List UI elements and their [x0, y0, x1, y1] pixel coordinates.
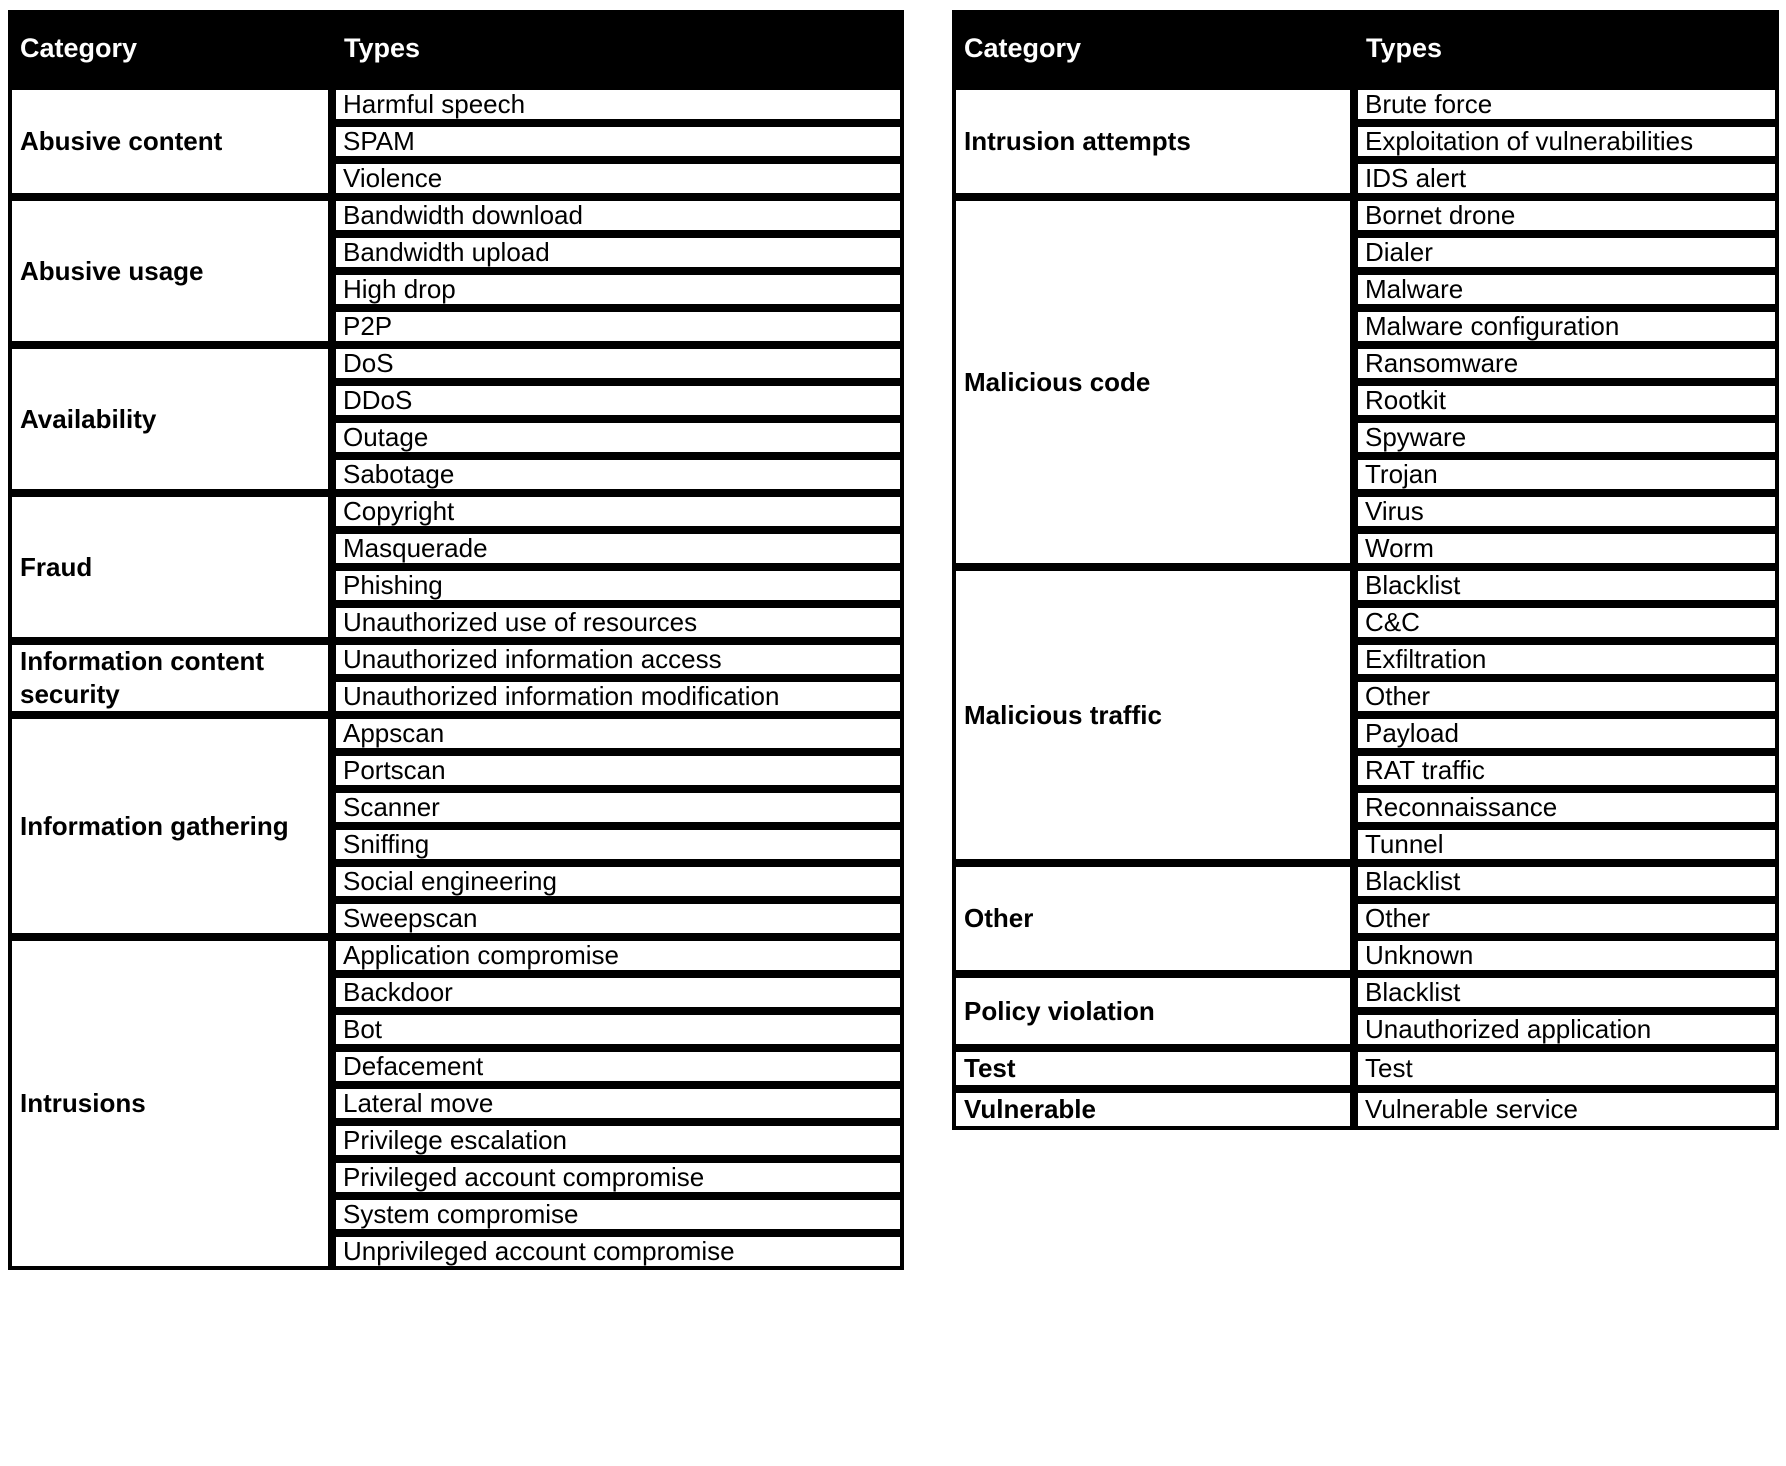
table-body	[8, 86, 904, 1270]
category-cell: Policy violation	[952, 974, 1354, 1048]
table-row	[952, 863, 1779, 900]
table-row	[8, 715, 904, 752]
type-cell: Worm	[1354, 530, 1779, 567]
category-cell: Abusive content	[8, 86, 332, 197]
type-cell: Bot	[332, 1011, 904, 1048]
type-cell: Unprivileged account compromise	[332, 1233, 904, 1270]
type-cell: Harmful speech	[332, 86, 904, 123]
type-cell: Privilege escalation	[332, 1122, 904, 1159]
type-cell: Backdoor	[332, 974, 904, 1011]
category-cell: Abusive usage	[8, 197, 332, 345]
table-row	[952, 1089, 1779, 1130]
type-cell: Other	[1354, 900, 1779, 937]
type-cell: Blacklist	[1354, 567, 1779, 604]
type-cell: DDoS	[332, 382, 904, 419]
type-cell: Blacklist	[1354, 863, 1779, 900]
type-cell: Sweepscan	[332, 900, 904, 937]
category-cell: Fraud	[8, 493, 332, 641]
type-cell: Test	[1354, 1048, 1779, 1089]
category-cell: Malicious code	[952, 197, 1354, 567]
table-row	[952, 86, 1779, 123]
category-cell: Availability	[8, 345, 332, 493]
type-cell: Masquerade	[332, 530, 904, 567]
category-cell: Intrusions	[8, 937, 332, 1270]
type-cell: Portscan	[332, 752, 904, 789]
type-cell: Bandwidth download	[332, 197, 904, 234]
type-cell: Malware	[1354, 271, 1779, 308]
type-cell: Spyware	[1354, 419, 1779, 456]
type-cell: High drop	[332, 271, 904, 308]
category-cell: Information content security	[8, 641, 332, 715]
type-cell: Payload	[1354, 715, 1779, 752]
type-cell: DoS	[332, 345, 904, 382]
table-row	[952, 1048, 1779, 1089]
type-cell: Unauthorized application	[1354, 1011, 1779, 1048]
incident-category-table-left	[8, 10, 904, 1270]
type-cell: Privileged account compromise	[332, 1159, 904, 1196]
type-cell: Ransomware	[1354, 345, 1779, 382]
header-row	[8, 10, 904, 86]
table-row	[8, 345, 904, 382]
category-cell: Other	[952, 863, 1354, 974]
category-cell: Information gathering	[8, 715, 332, 937]
type-cell: Virus	[1354, 493, 1779, 530]
category-cell: Test	[952, 1048, 1354, 1089]
type-cell: Copyright	[332, 493, 904, 530]
header-row	[952, 10, 1779, 86]
type-cell: Sniffing	[332, 826, 904, 863]
type-cell: Dialer	[1354, 234, 1779, 271]
type-cell: Defacement	[332, 1048, 904, 1085]
type-cell: Other	[1354, 678, 1779, 715]
table-row	[8, 86, 904, 123]
type-cell: Bornet drone	[1354, 197, 1779, 234]
type-cell: Reconnaissance	[1354, 789, 1779, 826]
type-cell: Tunnel	[1354, 826, 1779, 863]
type-cell: SPAM	[332, 123, 904, 160]
type-cell: Unauthorized information access	[332, 641, 904, 678]
type-cell: Bandwidth upload	[332, 234, 904, 271]
type-cell: Application compromise	[332, 937, 904, 974]
category-cell: Vulnerable	[952, 1089, 1354, 1130]
type-cell: Violence	[332, 160, 904, 197]
type-cell: Social engineering	[332, 863, 904, 900]
type-cell: Exploitation of vulnerabilities	[1354, 123, 1779, 160]
type-cell: RAT traffic	[1354, 752, 1779, 789]
type-cell: Phishing	[332, 567, 904, 604]
table-body	[952, 86, 1779, 1130]
type-cell: Outage	[332, 419, 904, 456]
table-row	[952, 197, 1779, 234]
column-header-category: Category	[952, 10, 1354, 86]
type-cell: Trojan	[1354, 456, 1779, 493]
table-row	[8, 937, 904, 974]
column-header-types: Types	[1354, 10, 1779, 86]
type-cell: Unauthorized information modification	[332, 678, 904, 715]
type-cell: System compromise	[332, 1196, 904, 1233]
table-row	[8, 641, 904, 678]
type-cell: Vulnerable service	[1354, 1089, 1779, 1130]
column-header-types: Types	[332, 10, 904, 86]
type-cell: Unauthorized use of resources	[332, 604, 904, 641]
type-cell: Brute force	[1354, 86, 1779, 123]
type-cell: Malware configuration	[1354, 308, 1779, 345]
category-cell: Intrusion attempts	[952, 86, 1354, 197]
table-row	[952, 974, 1779, 1011]
incident-category-table-right	[952, 10, 1779, 1130]
type-cell: Blacklist	[1354, 974, 1779, 1011]
type-cell: Exfiltration	[1354, 641, 1779, 678]
type-cell: Scanner	[332, 789, 904, 826]
type-cell: Appscan	[332, 715, 904, 752]
category-cell: Malicious traffic	[952, 567, 1354, 863]
type-cell: Sabotage	[332, 456, 904, 493]
type-cell: Rootkit	[1354, 382, 1779, 419]
type-cell: C&C	[1354, 604, 1779, 641]
type-cell: IDS alert	[1354, 160, 1779, 197]
table-row	[8, 493, 904, 530]
type-cell: P2P	[332, 308, 904, 345]
column-header-category: Category	[8, 10, 332, 86]
type-cell: Unknown	[1354, 937, 1779, 974]
table-row	[8, 197, 904, 234]
type-cell: Lateral move	[332, 1085, 904, 1122]
table-row	[952, 567, 1779, 604]
